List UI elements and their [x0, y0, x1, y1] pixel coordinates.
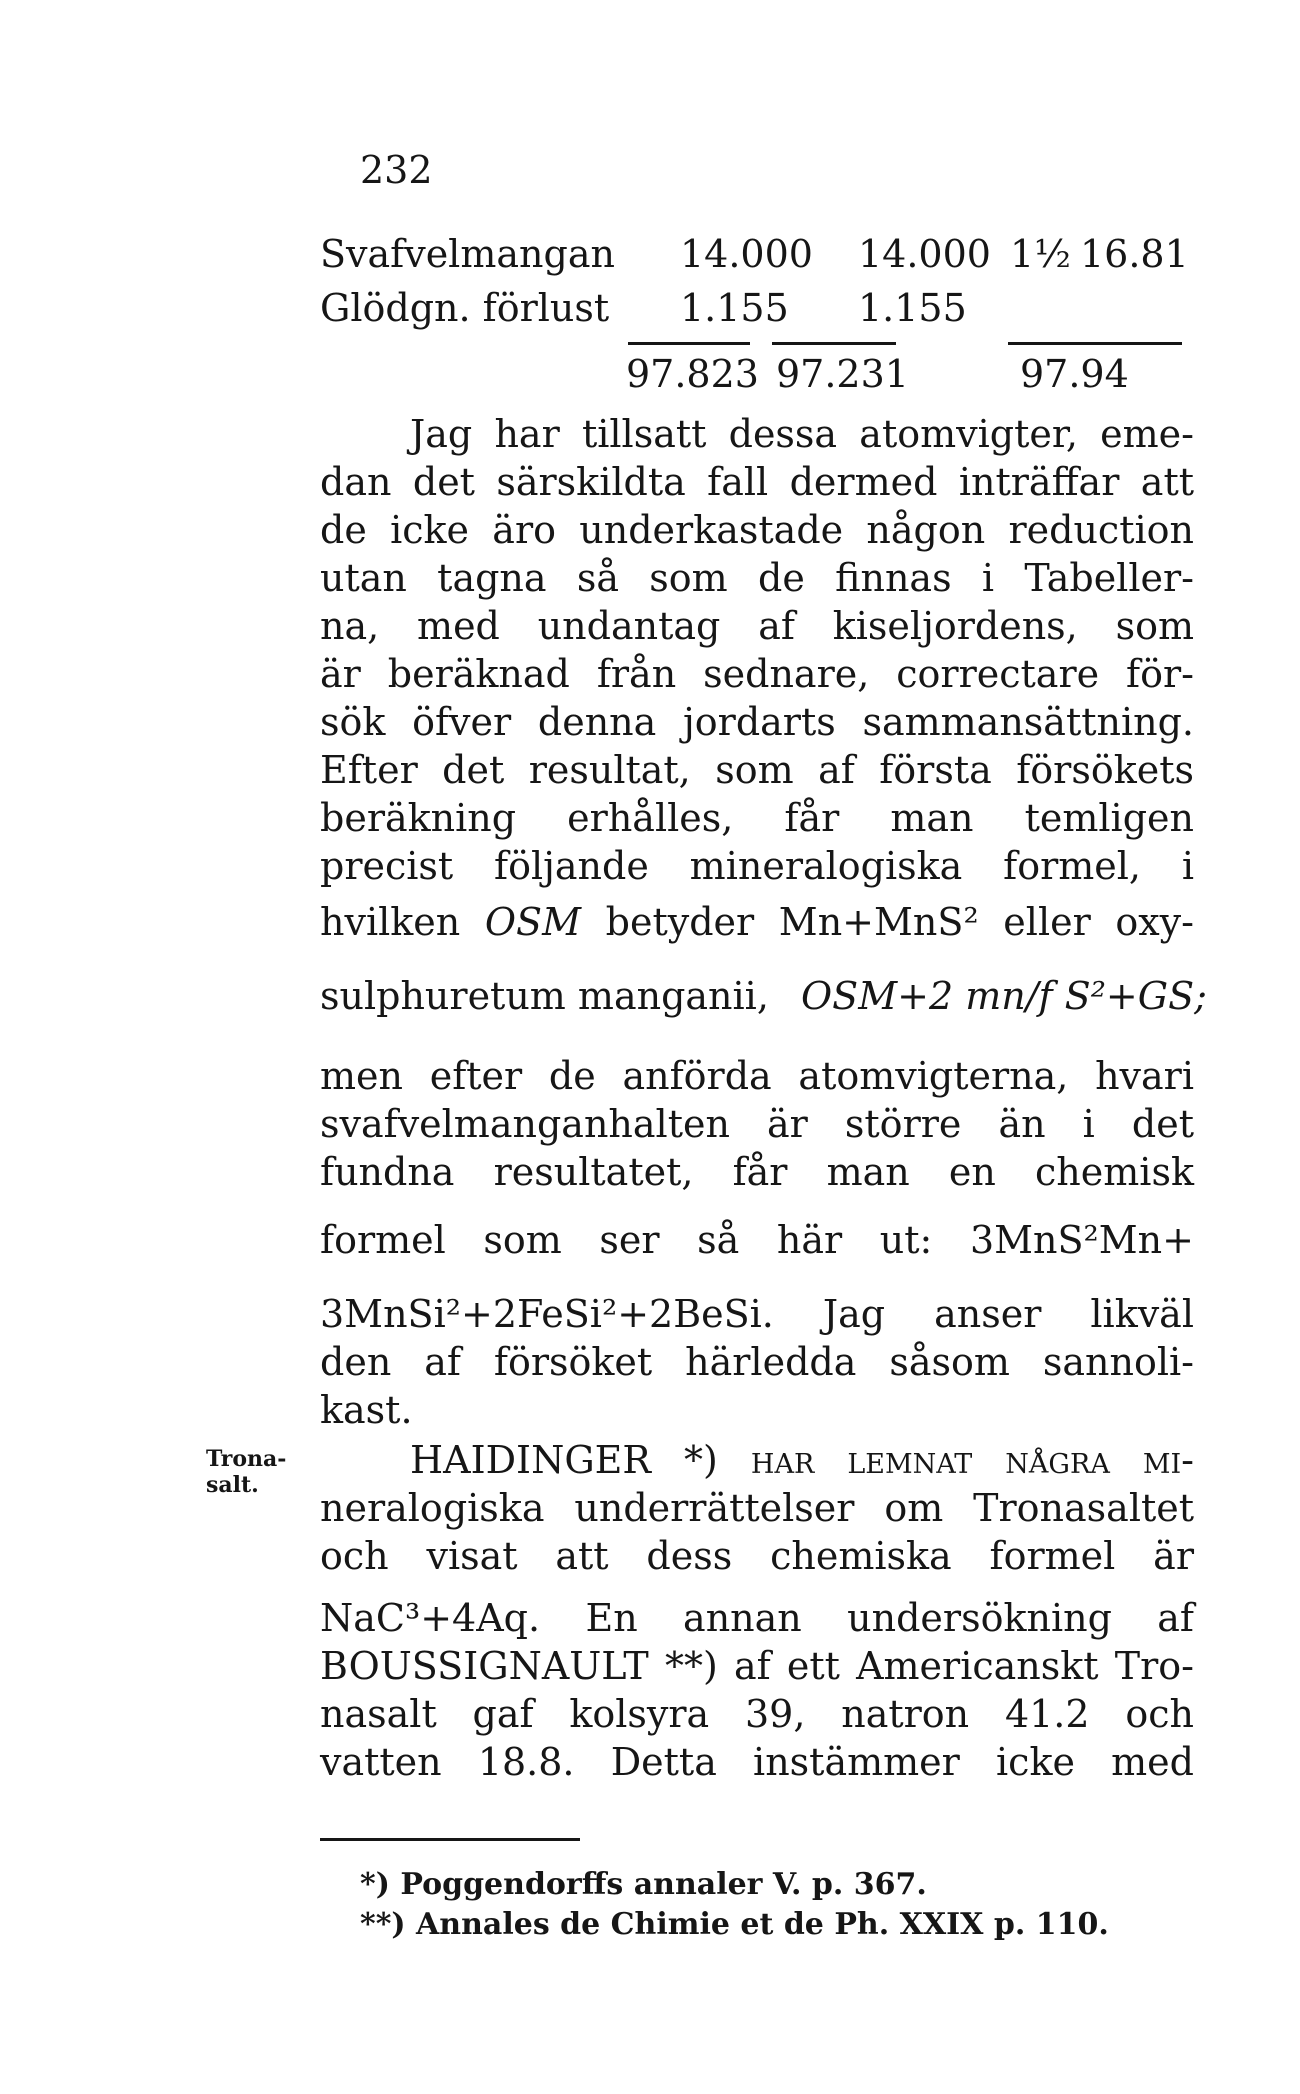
text-line: men efter de anförda atomvigterna, hvari	[320, 1054, 1194, 1098]
text-line: precist följande mineralogiska formel, i	[320, 844, 1194, 888]
text-line: Efter det resultat, som af första försökets	[320, 748, 1194, 792]
value-col4: 16.81	[1080, 232, 1189, 276]
value-col3: 1½	[1010, 232, 1072, 276]
value-col2: 14.000	[858, 232, 991, 276]
formula: OSM+2 mn/f S²+GS;	[801, 974, 1207, 1018]
margin-note-line: salt.	[206, 1472, 259, 1498]
text-line: den af försöket härledda såsom sannoli-	[320, 1340, 1194, 1384]
value-col2: 1.155	[858, 286, 967, 330]
page-number: 232	[360, 148, 433, 192]
table-row	[320, 284, 1194, 334]
text-line: NaC³+4Aq. En annan undersökning af	[320, 1596, 1194, 1640]
footnote: **) Annales de Chimie et de Ph. XXIX p. 110.	[360, 1907, 1109, 1942]
text-line: svafvelmanganhalten är större än i det	[320, 1102, 1194, 1146]
text-line: BOUSSIGNAULT **) af ett Americanskt Tro-	[320, 1644, 1194, 1688]
text-line: de icke äro underkastade någon reduction	[320, 508, 1194, 552]
formula-line	[320, 972, 1207, 1020]
text-line: nasalt gaf kolsyra 39, natron 41.2 och	[320, 1692, 1194, 1736]
total-col3: 97.94	[1020, 352, 1129, 396]
text-line: kast.	[320, 1388, 413, 1432]
row-label: Glödgn. förlust	[320, 286, 610, 330]
text-line: neralogiska underrättelser om Tronasaltet	[320, 1486, 1194, 1530]
table-row	[320, 230, 1194, 280]
table-totals	[320, 350, 1194, 400]
text-line: vatten 18.8. Detta instämmer icke med	[320, 1740, 1194, 1784]
osm-symbol: OSM	[484, 900, 581, 944]
text-line: utan tagna så som de finnas i Tabeller-	[320, 556, 1194, 600]
text-line: och visat att dess chemiska formel är	[320, 1534, 1194, 1578]
text-line: 3MnSi²+2FeSi²+2BeSi. Jag anser likväl	[320, 1292, 1194, 1336]
text-line: sök öfver denna jordarts sammansättning.	[320, 700, 1194, 744]
text-fragment: hvilken	[320, 900, 461, 944]
text-fragment: betyder Mn+MnS² eller oxy-	[605, 900, 1194, 944]
text-fragment: sulphuretum manganii,	[320, 974, 769, 1018]
row-label: Svafvelmangan	[320, 232, 615, 276]
text-line: beräkning erhålles, får man temligen	[320, 796, 1194, 840]
text-line: formel som ser så här ut: 3MnS²Mn+	[320, 1218, 1194, 1262]
text-line: är beräknad från sednare, correctare för-	[320, 652, 1194, 696]
margin-note	[206, 1446, 306, 1498]
margin-note-line: Trona-	[206, 1446, 287, 1472]
total-col1: 97.823	[626, 352, 759, 396]
text-line: Jag har tillsatt dessa atomvigter, eme-	[410, 412, 1194, 456]
value-col1: 14.000	[680, 232, 813, 276]
sum-rule	[1008, 342, 1182, 345]
text-line: dan det särskildta fall dermed inträffar att	[320, 460, 1194, 504]
text-line: HAIDINGER *) har lemnat några mi-	[410, 1438, 1194, 1482]
text-line: na, med undantag af kiseljordens, som	[320, 604, 1194, 648]
text-line: fundna resultatet, får man en chemisk	[320, 1150, 1194, 1194]
value-col1: 1.155	[680, 286, 789, 330]
total-col2: 97.231	[776, 352, 909, 396]
sum-rule	[772, 342, 896, 345]
sum-rule	[628, 342, 750, 345]
text-line	[320, 898, 1194, 946]
footnote-rule	[320, 1838, 580, 1841]
footnote: *) Poggendorffs annaler V. p. 367.	[360, 1867, 927, 1902]
